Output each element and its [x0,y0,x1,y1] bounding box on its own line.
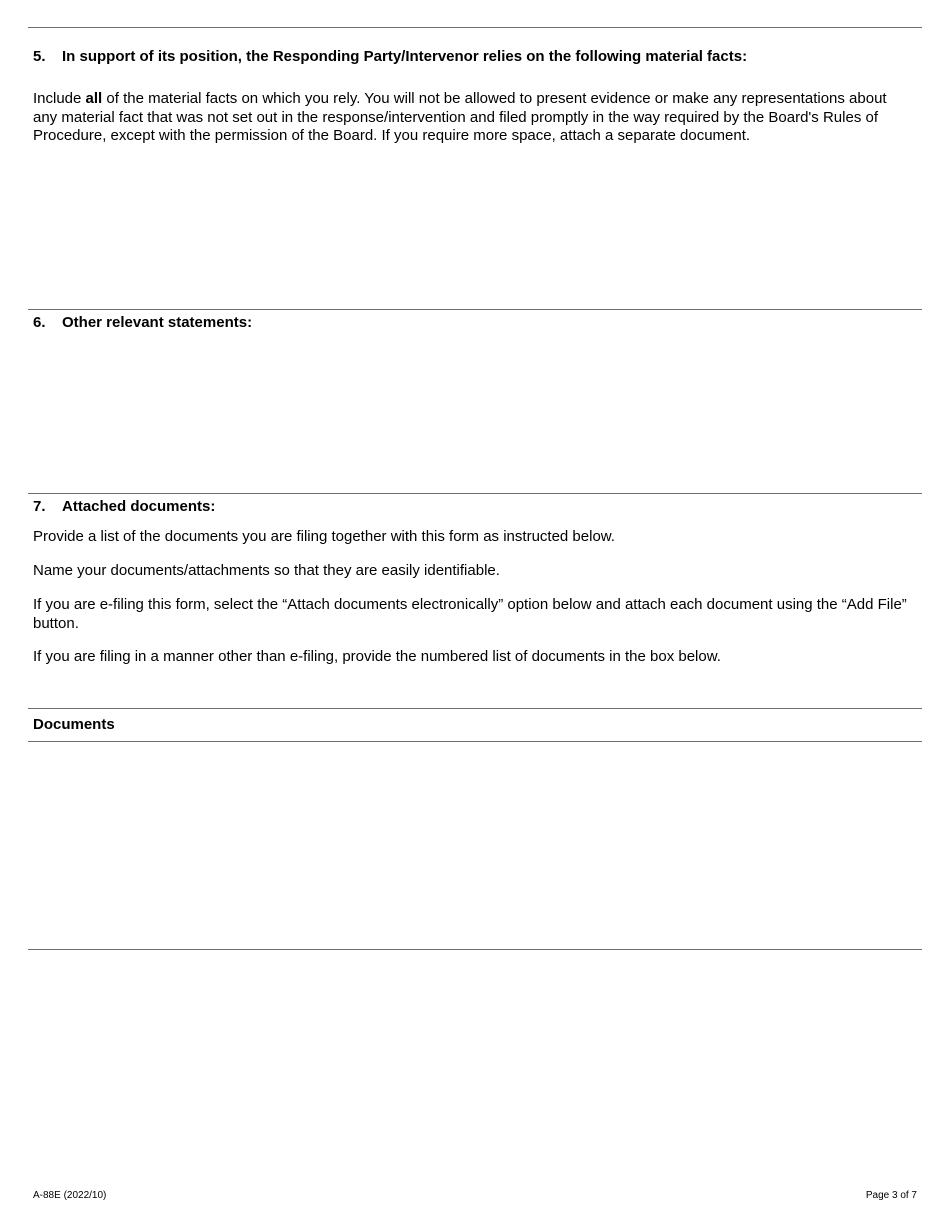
section-5-instructions [33,90,913,146]
section-7-divider [28,493,922,494]
documents-bottom-divider [28,949,922,950]
documents-header-divider [28,741,922,742]
form-identifier: A-88E (2022/10) [33,1190,107,1201]
section-7-instruction-4: If you are filing in a manner other than e-filing, provide the numbered list of documents in the box below. [33,648,721,665]
section-7-heading [33,498,215,515]
other-statements-input-area[interactable] [28,336,922,488]
instruction-text-start: Include [33,90,86,107]
top-divider [28,27,922,28]
section-7-instruction-3: If you are e-filing this form, select the “Attach documents electronically” option below and attach each document using the “Add File” button. [33,596,907,632]
documents-top-divider [28,708,922,709]
instruction-text-end: of the material facts on which you rely. You will not be allowed to present evidence or make any representations about any material fact that was not set out in the response/intervention and filed promptly in the way required by the Board's Rules of Procedure, except with the permission of the Board. If you require more space, attach a separate document. [33,90,887,144]
section-6-number: 6. [33,314,46,331]
section-6-heading [33,314,252,331]
section-5-title: In support of its position, the Responding Party/Intervenor relies on the following material facts: [62,48,748,65]
section-7-number: 7. [33,498,46,515]
section-6-divider [28,309,922,310]
section-6-title: Other relevant statements: [62,314,253,331]
section-5-number: 5. [33,48,46,65]
page-number: Page 3 of 7 [865,1190,917,1201]
section-7-title: Attached documents: [62,498,216,515]
section-5-heading [33,48,747,65]
section-7-instruction-2: Name your documents/attachments so that they are easily identifiable. [33,562,500,579]
instruction-emphasis: all [85,90,103,107]
documents-heading: Documents [33,716,115,733]
section-7-instruction-1: Provide a list of the documents you are filing together with this form as instructed below. [33,528,615,545]
material-facts-input-area[interactable] [28,150,922,305]
documents-list-input-area[interactable] [28,743,922,947]
